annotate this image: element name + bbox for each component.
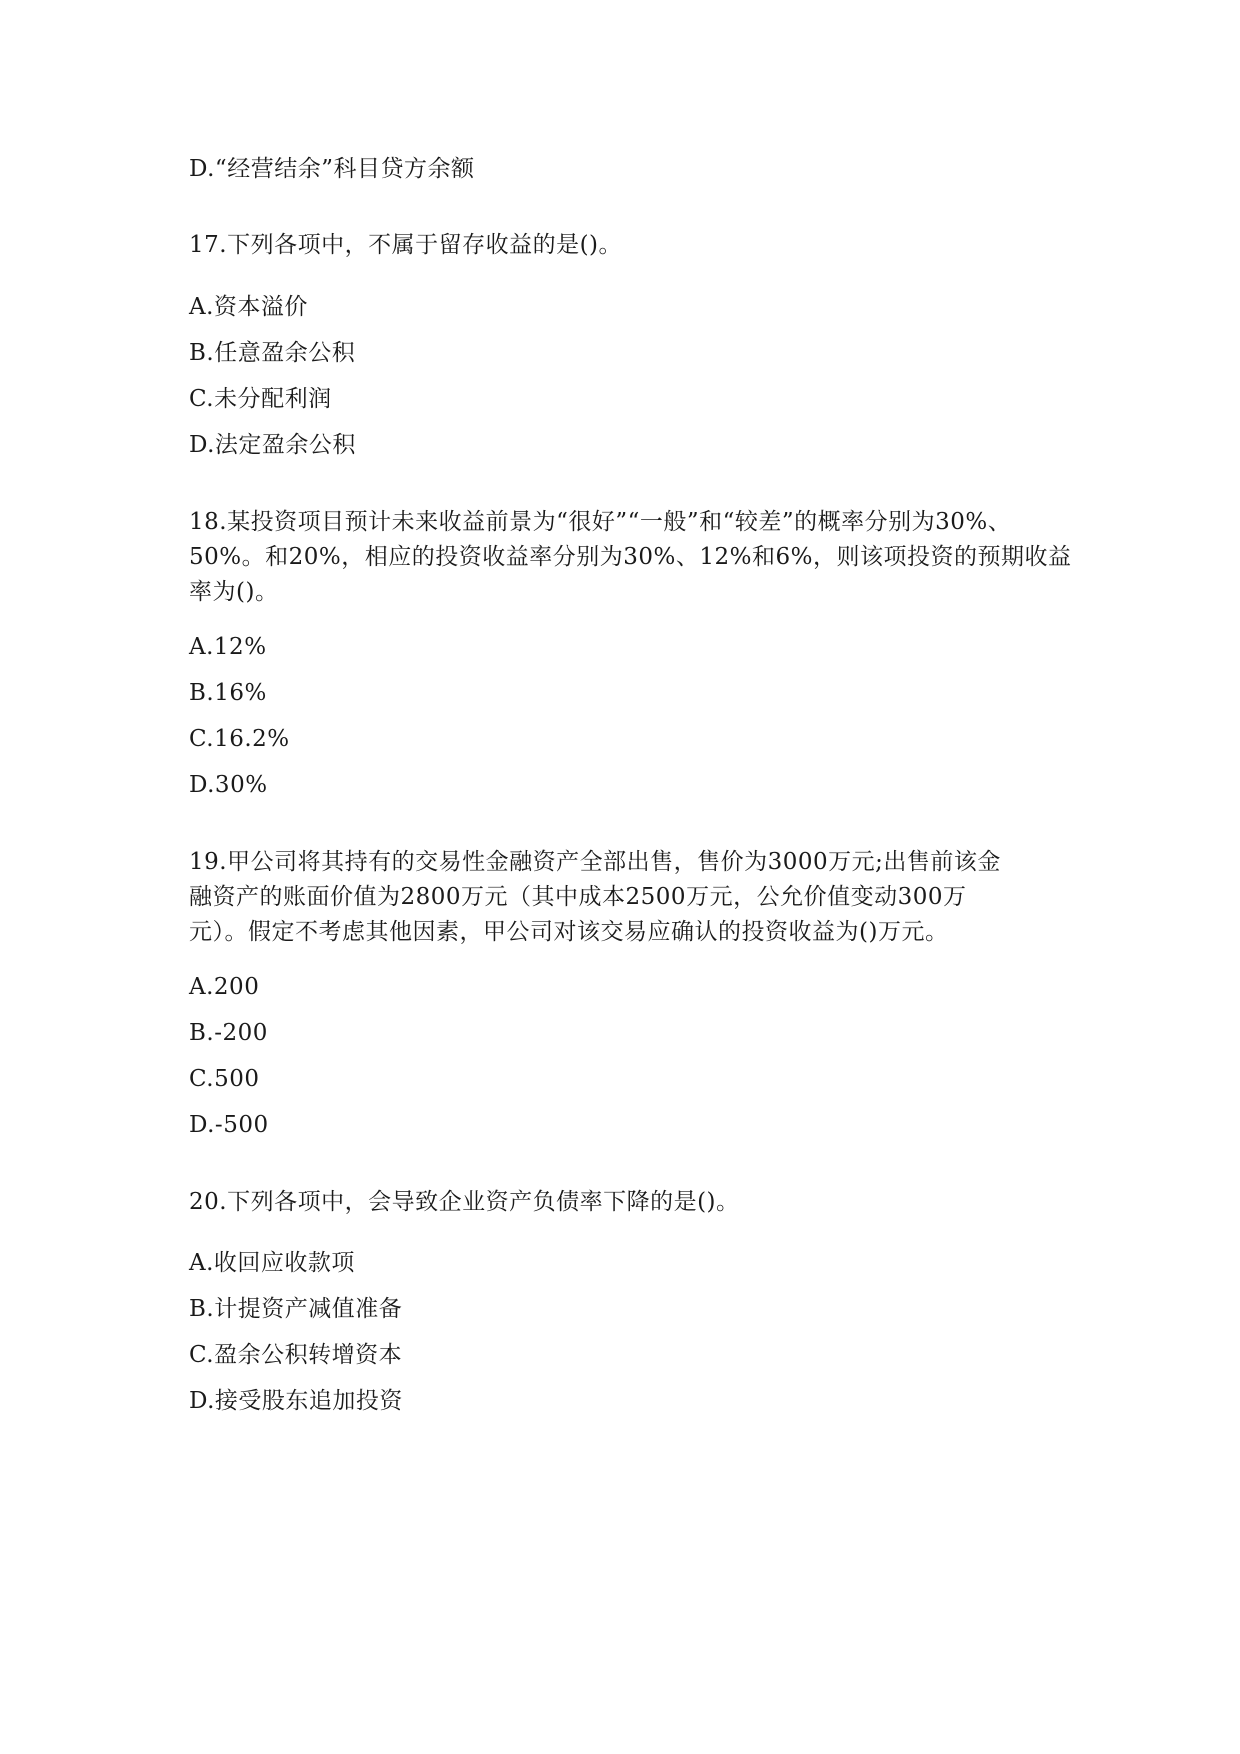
- option-b: B.16%: [189, 680, 267, 706]
- option-c: C.500: [189, 1066, 260, 1092]
- option-b: B.计提资产减值准备: [189, 1296, 403, 1322]
- question-stem-line-2: 融资产的账面价值为2800万元（其中成本2500万元，公允价值变动300万: [189, 884, 967, 910]
- question-stem-line-1: 18.某投资项目预计未来收益前景为“很好”“一般”和“较差”的概率分别为30%、: [189, 509, 1012, 535]
- option-a: A.12%: [189, 634, 267, 660]
- option-c: C.16.2%: [189, 726, 290, 752]
- option-d: D.-500: [189, 1112, 269, 1138]
- option-b: B.-200: [189, 1020, 268, 1046]
- option-a: A.收回应收款项: [189, 1250, 355, 1276]
- option-b: B.任意盈余公积: [189, 340, 356, 366]
- question-stem: 17.下列各项中，不属于留存收益的是()。: [189, 232, 623, 258]
- question-stem-line-3: 率为()。: [189, 579, 279, 605]
- option-c: C.盈余公积转增资本: [189, 1342, 403, 1368]
- prev-question-option-d: D.“经营结余”科目贷方余额: [189, 156, 475, 182]
- question-stem-line-1: 19.甲公司将其持有的交易性金融资产全部出售，售价为3000万元;出售前该金: [189, 849, 1001, 875]
- option-d: D.法定盈余公积: [189, 432, 356, 458]
- option-a: A.200: [189, 974, 260, 1000]
- question-stem-line-3: 元）。假定不考虑其他因素，甲公司对该交易应确认的投资收益为()万元。: [189, 919, 949, 945]
- option-c: C.未分配利润: [189, 386, 332, 412]
- question-stem-line-2: 50%。和20%，相应的投资收益率分别为30%、12%和6%，则该项投资的预期收益: [189, 544, 1072, 570]
- option-d: D.30%: [189, 772, 268, 798]
- option-a: A.资本溢价: [189, 294, 308, 320]
- option-d: D.接受股东追加投资: [189, 1388, 403, 1414]
- question-stem: 20.下列各项中，会导致企业资产负债率下降的是()。: [189, 1189, 740, 1215]
